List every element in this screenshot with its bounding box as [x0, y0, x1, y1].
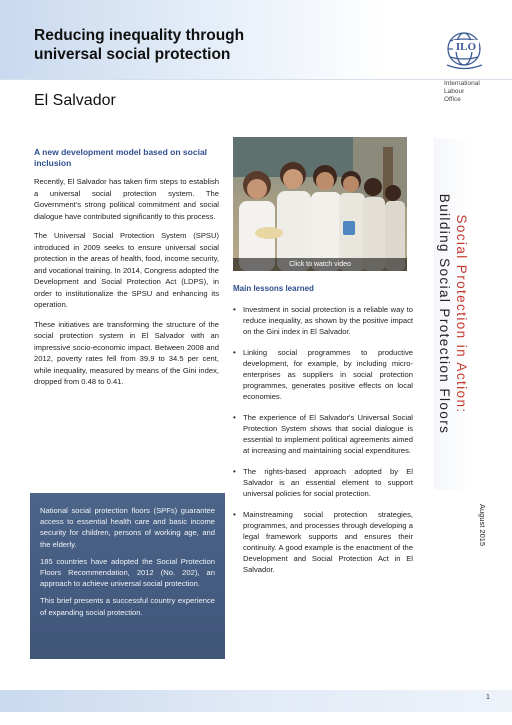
- org-name-line-3: Office: [444, 96, 461, 103]
- series-title-line-1: Social Protection in Action:: [454, 214, 469, 414]
- lesson-text: Linking social programmes to productive development, for example, by including micro-enterprises as suppliers in social protection programmes, generates positive effects on local economies.: [243, 348, 413, 401]
- title-line-2: universal social protection: [34, 46, 231, 63]
- lesson-item: [233, 347, 413, 402]
- lesson-item: [233, 466, 413, 499]
- info-box: [30, 493, 225, 659]
- video-thumbnail[interactable]: [233, 137, 407, 271]
- title-line-1: Reducing inequality through: [34, 27, 245, 44]
- series-title: [436, 138, 470, 490]
- info-box-paragraph-1: National social protection floors (SPFs) guarantee access to essential health care and basic income security for children, persons of working age, and the elderly.: [40, 506, 215, 549]
- series-title-wrap: [434, 138, 470, 490]
- lesson-item: [233, 304, 413, 337]
- bullet-icon: •: [233, 510, 236, 519]
- info-box-paragraph-2: 185 countries have adopted the Social Protection Floors Recommendation, 2012 (No. 202), an approach to achieve universal social protection.: [40, 556, 215, 589]
- publication-date: August 2015: [478, 504, 487, 547]
- lesson-text: The experience of El Salvador's Universal Social Protection System shows that social dialogue is essential to implement political agreements aimed at increasing and maintaining social expenditures.: [243, 413, 413, 455]
- series-title-line-2: Building Social Protection Floors: [437, 193, 452, 435]
- lesson-item: [233, 412, 413, 456]
- ilo-logo-icon: [444, 30, 496, 72]
- document-title: [34, 26, 334, 64]
- lesson-text: Investment in social protection is a reliable way to reduce inequality, as shown by the positive impact on the Gini index in El Salvador.: [243, 305, 413, 336]
- children-photo-icon: [233, 137, 407, 271]
- video-caption[interactable]: Click to watch video: [233, 258, 407, 271]
- org-name-line-1: International: [444, 80, 480, 87]
- intro-paragraph-1: Recently, El Salvador has taken firm steps to establish a universal social protection system. The Government's strong political commitment and social dialogue have contributed significantly to this process.: [34, 177, 219, 221]
- header-divider: [0, 79, 512, 80]
- lesson-text: The rights-based approach adopted by El Salvador is an essential element to support universal policies for social protection.: [243, 467, 413, 498]
- info-box-paragraph-3: This brief presents a successful country experience of expanding social protection.: [40, 596, 215, 617]
- footer-band: [0, 690, 512, 712]
- lessons-column: [233, 284, 413, 585]
- bullet-icon: •: [233, 348, 236, 357]
- ilo-logo-text: ILO: [455, 41, 477, 53]
- org-name-line-2: Labour: [444, 88, 465, 95]
- date-wrap: [473, 504, 487, 578]
- page-number: 1: [486, 694, 490, 701]
- bullet-icon: •: [233, 467, 236, 476]
- left-column: [34, 147, 219, 396]
- bullet-icon: •: [233, 413, 236, 422]
- section-heading: A new development model based on social inclusion: [34, 147, 208, 168]
- country-name: El Salvador: [34, 92, 116, 109]
- lessons-heading: Main lessons learned: [233, 284, 314, 293]
- organization-name: [444, 80, 504, 104]
- lesson-item: [233, 509, 413, 575]
- intro-paragraph-2: The Universal Social Protection System (SPSU) introduced in 2009 seeks to ensure universal social protection in the areas of health, food, income security, and vocational training. In 2014, Congress adopted the Development and Social Protection Act (LDPS), in order to institutionalize the SPSU and enhancing its operation.: [34, 231, 219, 309]
- intro-paragraph-3: These initiatives are transforming the structure of the social protection system in El Salvador with an impressive socio-economic impact. Between 2008 and 2012, poverty rates fell from 39.9 to 34.5 per cent, while inequality, measured by means of the Gini index, dropped from 0.48 to 0.41.: [34, 319, 219, 386]
- lesson-text: Mainstreaming social protection strategies, programmes, and processes through developing a legal framework supports and ensures their continuity. A good example is the enactment of the Development and Social Protection Act in El Salvador.: [243, 510, 413, 574]
- bullet-icon: •: [233, 305, 236, 314]
